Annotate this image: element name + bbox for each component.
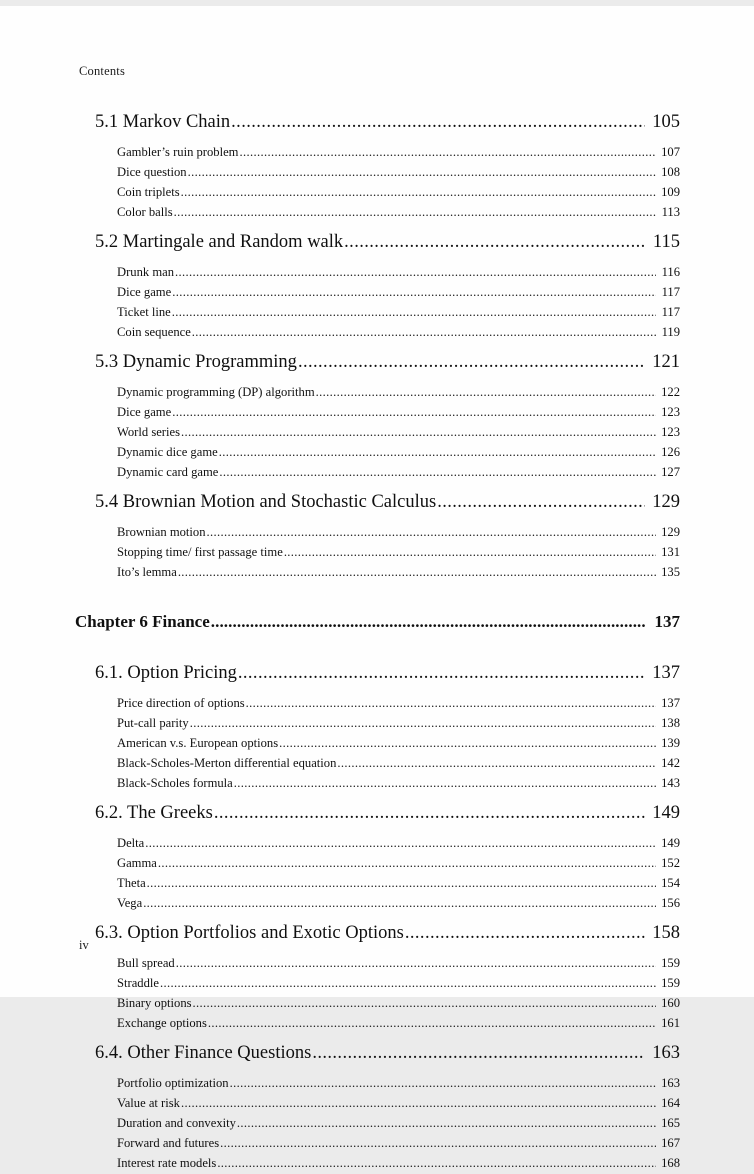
toc-entry-page-number: 107: [661, 145, 680, 160]
toc-entry[interactable]: [117, 874, 680, 894]
spacer: [75, 827, 680, 834]
toc-entry[interactable]: [117, 183, 680, 203]
toc-entry[interactable]: [117, 954, 680, 974]
toc-entry-page-number: 109: [661, 185, 680, 200]
toc-entry[interactable]: [117, 774, 680, 794]
dot-leader: [279, 734, 656, 754]
toc-entry[interactable]: [117, 463, 680, 483]
toc-entry-label: Dynamic card game: [117, 464, 219, 479]
spacer: [75, 136, 680, 143]
toc-entry-label: Theta: [117, 876, 146, 891]
toc-section[interactable]: [95, 103, 680, 136]
dot-leader: [234, 774, 656, 794]
toc-entry[interactable]: [117, 974, 680, 994]
page-folio: iv: [79, 938, 89, 952]
spacer: [75, 256, 680, 263]
dot-leader: [192, 323, 656, 343]
toc-section-label: 5.4 Brownian Motion and Stochastic Calculus: [95, 491, 437, 512]
toc-entry[interactable]: [117, 543, 680, 563]
toc-entry-page-number: 138: [661, 716, 680, 731]
toc-entry[interactable]: [117, 263, 680, 283]
toc-entry-label: Gambler’s ruin problem: [117, 145, 239, 160]
toc-entry-label: Black-Scholes formula: [117, 776, 233, 791]
toc-entry-page-number: 142: [661, 756, 680, 771]
toc-entry[interactable]: [117, 403, 680, 423]
spacer: [75, 687, 680, 694]
dot-leader: [237, 1114, 656, 1134]
dot-leader: [176, 954, 656, 974]
toc-entry-label: Price direction of options: [117, 696, 245, 711]
toc-chapter-page-number: 137: [654, 611, 680, 631]
toc-entry-label: Dice question: [117, 165, 187, 180]
dot-leader: [217, 1154, 656, 1174]
toc-entry[interactable]: [117, 563, 680, 583]
toc-entry-label: Put-call parity: [117, 716, 189, 731]
toc-entry-page-number: 137: [661, 696, 680, 711]
toc-entry[interactable]: [117, 283, 680, 303]
toc-chapter[interactable]: [75, 609, 680, 635]
toc-section-page-number: 163: [652, 1042, 680, 1063]
dot-leader: [344, 228, 645, 256]
toc-entry[interactable]: [117, 1094, 680, 1114]
dot-leader: [211, 609, 646, 635]
dot-leader: [174, 203, 656, 223]
toc-entry-page-number: 135: [661, 564, 680, 579]
toc-entry[interactable]: [117, 143, 680, 163]
toc-entry-label: Black-Scholes-Merton differential equation: [117, 756, 337, 771]
toc-entry-label: Portfolio optimization: [117, 1076, 229, 1091]
dot-leader: [160, 974, 656, 994]
toc-entry[interactable]: [117, 1134, 680, 1154]
toc-section-label: 5.2 Martingale and Random walk: [95, 231, 344, 252]
toc-entry[interactable]: [117, 1114, 680, 1134]
spacer: [75, 376, 680, 383]
toc-entry-page-number: 113: [661, 204, 680, 219]
toc-entry-label: Coin triplets: [117, 185, 180, 200]
toc-section-page-number: 121: [652, 351, 680, 372]
toc-entry-label: Ticket line: [117, 304, 171, 319]
toc-entry-label: World series: [117, 424, 180, 439]
toc-entry-page-number: 152: [661, 856, 680, 871]
toc-entry[interactable]: [117, 854, 680, 874]
dot-leader: [298, 348, 645, 376]
toc-entry-page-number: 143: [661, 776, 680, 791]
toc-entry-label: Coin sequence: [117, 324, 191, 339]
dot-leader: [316, 383, 656, 403]
toc-section[interactable]: [95, 654, 680, 687]
toc-entry[interactable]: [117, 383, 680, 403]
toc-entry-page-number: 164: [661, 1095, 680, 1110]
toc-entry-page-number: 129: [661, 524, 680, 539]
dot-leader: [181, 423, 656, 443]
dot-leader: [219, 443, 656, 463]
toc-section[interactable]: [95, 483, 680, 516]
dot-leader: [172, 403, 656, 423]
toc-entry[interactable]: [117, 203, 680, 223]
toc-section[interactable]: [95, 794, 680, 827]
toc-entry-page-number: 160: [661, 996, 680, 1010]
dot-leader: [145, 834, 656, 854]
toc-entry[interactable]: [117, 754, 680, 774]
toc-entry-label: Forward and futures: [117, 1135, 220, 1150]
toc-section-label: 6.2. The Greeks: [95, 803, 213, 824]
toc-entry-label: Vega: [117, 896, 143, 911]
toc-entry-page-number: 167: [661, 1135, 680, 1150]
toc-entry[interactable]: [117, 423, 680, 443]
toc-entry-label: Duration and convexity: [117, 1115, 236, 1130]
toc-section-label: 6.4. Other Finance Questions: [95, 1042, 312, 1063]
dot-leader: [246, 694, 656, 714]
dot-leader: [208, 1014, 656, 1034]
toc-entry[interactable]: [117, 443, 680, 463]
toc-entry-label: Dice game: [117, 404, 172, 419]
toc-entry[interactable]: [117, 323, 680, 343]
running-head: Contents: [79, 64, 126, 78]
toc-section-page-number: 158: [652, 922, 680, 943]
toc-entry-page-number: 156: [661, 896, 680, 911]
dot-leader: [188, 163, 656, 183]
dot-leader: [181, 183, 656, 203]
toc-entry-label: Stopping time/ first passage time: [117, 544, 283, 559]
dot-leader: [147, 874, 656, 894]
toc-entry-page-number: 149: [661, 836, 680, 851]
toc-section-label: 6.3. Option Portfolios and Exotic Options: [95, 922, 404, 943]
toc-entry[interactable]: [117, 834, 680, 854]
toc-entry[interactable]: [117, 894, 680, 914]
toc-entry-page-number: 139: [661, 736, 680, 751]
toc-section-page-number: 105: [652, 112, 680, 132]
toc-section[interactable]: [95, 1034, 680, 1067]
spacer: [75, 1067, 680, 1074]
dot-leader: [193, 994, 656, 1014]
dot-leader: [207, 523, 656, 543]
toc-entry-label: Color balls: [117, 204, 173, 219]
dot-leader: [239, 143, 656, 163]
dot-leader: [220, 1134, 656, 1154]
toc-entry-page-number: 168: [661, 1155, 680, 1170]
toc-chapter-block: [75, 609, 680, 635]
dot-leader: [238, 659, 645, 687]
dot-leader: [172, 283, 656, 303]
dot-leader: [219, 463, 656, 483]
toc-entry[interactable]: [117, 714, 680, 734]
toc-entry-label: American v.s. European options: [117, 736, 279, 751]
toc-entry[interactable]: [117, 1154, 680, 1174]
toc-section-page-number: 149: [652, 803, 680, 824]
toc-entry-page-number: 165: [661, 1115, 680, 1130]
document-page: [0, 6, 754, 1170]
toc-entry-label: Ito’s lemma: [117, 564, 177, 579]
toc-entry-page-number: 116: [661, 265, 680, 280]
toc-entry-page-number: 123: [661, 424, 680, 439]
dot-leader: [158, 854, 656, 874]
dot-leader: [178, 563, 656, 583]
toc-section-page-number: 137: [652, 663, 680, 684]
toc-entry-label: Gamma: [117, 856, 157, 871]
toc-section-page-number: 115: [652, 231, 680, 252]
dot-leader: [230, 1074, 656, 1094]
toc-entry-label: Delta: [117, 836, 145, 851]
toc-section-label: 5.1 Markov Chain: [95, 112, 231, 132]
toc-entry-label: Drunk man: [117, 265, 175, 280]
dot-leader: [405, 919, 645, 947]
toc-entry-page-number: 154: [661, 876, 680, 891]
toc-entry-page-number: 159: [661, 956, 680, 971]
toc-entry-page-number: 126: [661, 444, 680, 459]
toc-entry[interactable]: [117, 303, 680, 323]
toc-section[interactable]: [95, 343, 680, 376]
toc-entry-label: Binary options: [117, 996, 192, 1010]
toc-entry-label: Dynamic dice game: [117, 444, 218, 459]
toc-entry-page-number: 108: [661, 165, 680, 180]
toc-section-page-number: 129: [652, 491, 680, 512]
dot-leader: [181, 1094, 656, 1114]
toc-entry-page-number: 123: [661, 404, 680, 419]
toc-entry-label: Dynamic programming (DP) algorithm: [117, 384, 315, 399]
toc-section-label: 5.3 Dynamic Programming: [95, 351, 297, 372]
toc-entry-page-number: 117: [661, 304, 680, 319]
spacer: [75, 947, 680, 954]
toc-entry-page-number: 131: [661, 544, 680, 559]
dot-leader: [190, 714, 656, 734]
toc-entry-label: Exchange options: [117, 1015, 207, 1030]
dot-leader: [437, 488, 645, 516]
toc-entry[interactable]: [117, 1014, 680, 1034]
toc-entry-page-number: 127: [661, 464, 680, 479]
toc-entry-page-number: 161: [661, 1015, 680, 1030]
dot-leader: [284, 543, 656, 563]
toc-entry-label: Dice game: [117, 284, 172, 299]
dot-leader: [175, 263, 656, 283]
toc-entry-page-number: 163: [661, 1076, 680, 1091]
toc-entry-label: Straddle: [117, 976, 159, 991]
dot-leader: [172, 303, 656, 323]
toc-entry-page-number: 119: [661, 324, 680, 339]
toc-entry[interactable]: [117, 734, 680, 754]
toc-section[interactable]: [95, 223, 680, 256]
toc-entry[interactable]: [117, 694, 680, 714]
toc-entry-label: Brownian motion: [117, 524, 206, 539]
toc-entry-label: Value at risk: [117, 1095, 180, 1110]
toc-entry-page-number: 159: [661, 976, 680, 991]
table-of-contents: [75, 103, 680, 1174]
toc-section[interactable]: [95, 914, 680, 947]
dot-leader: [143, 894, 656, 914]
toc-entry[interactable]: [117, 163, 680, 183]
toc-chapter-label: Chapter 6 Finance: [75, 611, 210, 631]
toc-entry-label: Interest rate models: [117, 1155, 217, 1170]
toc-entry[interactable]: [117, 523, 680, 543]
dot-leader: [214, 799, 645, 827]
dot-leader: [312, 1039, 645, 1067]
dot-leader: [231, 108, 645, 136]
toc-entry-page-number: 117: [661, 284, 680, 299]
dot-leader: [337, 754, 656, 774]
toc-section-label: 6.1. Option Pricing: [95, 663, 237, 684]
spacer: [75, 516, 680, 523]
toc-entry[interactable]: [117, 994, 680, 1014]
toc-entry-page-number: 122: [661, 384, 680, 399]
page-content: [75, 64, 680, 1174]
toc-entry-label: Bull spread: [117, 956, 175, 971]
toc-entry[interactable]: [117, 1074, 680, 1094]
